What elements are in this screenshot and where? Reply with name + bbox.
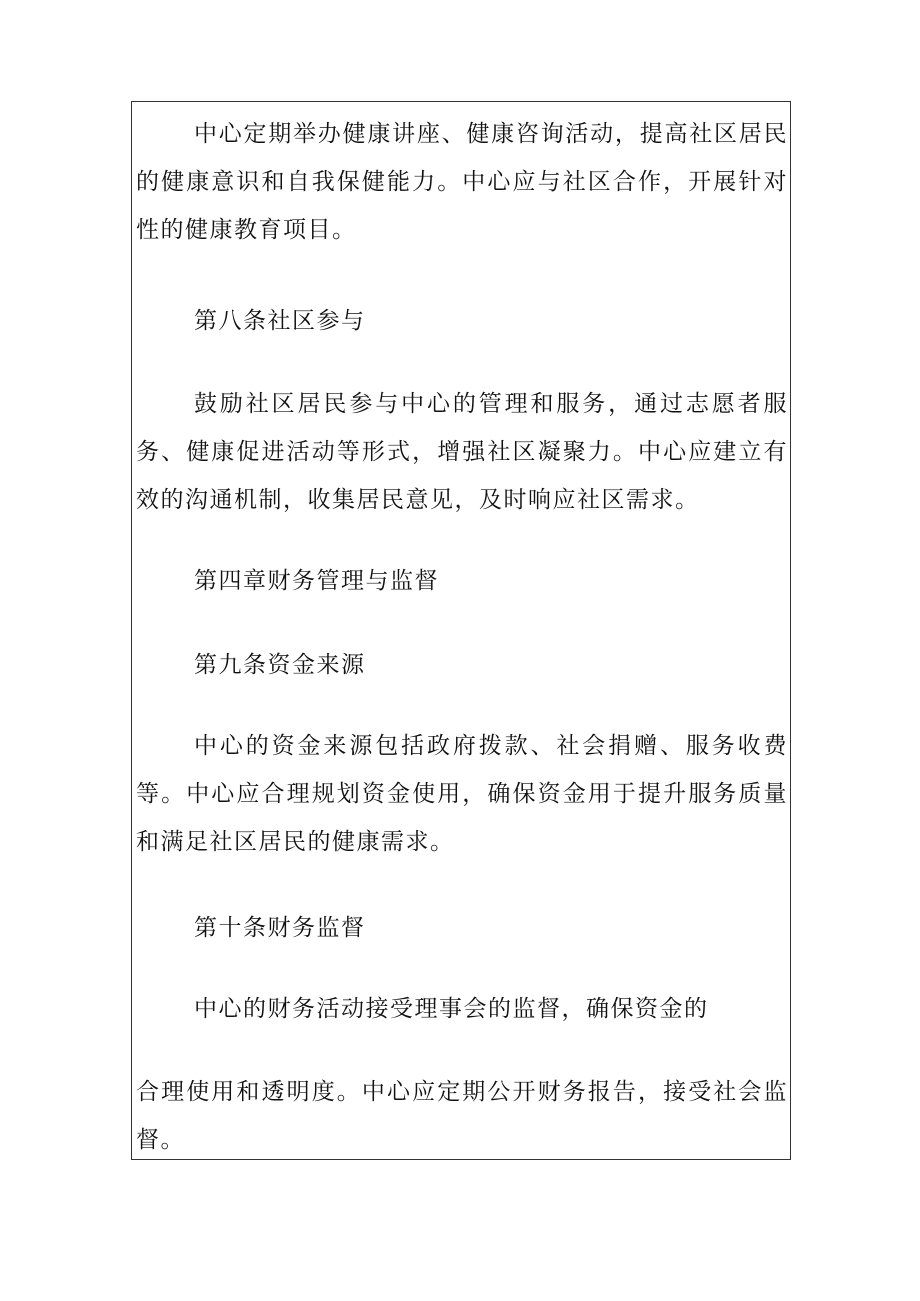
chapter-4-heading: 第四章财务管理与监督 bbox=[194, 568, 439, 594]
paragraph-funding-sources: 中心的资金来源包括政府拨款、社会捐赠、服务收费等。中心应合理规划资金使用，确保资金用于提升服务质量和满足社区居民的健康需求。 bbox=[136, 733, 788, 855]
paragraph-health-education: 中心定期举办健康讲座、健康咨询活动，提高社区居民的健康意识和自我保健能力。中心应与社区合作，开展针对性的健康教育项目。 bbox=[136, 121, 788, 243]
paragraph-supervision-line-2: 合理使用和透明度。中心应定期公开财务报告，接受社会监督。 bbox=[136, 1079, 788, 1153]
article-8-heading: 第八条社区参与 bbox=[194, 308, 366, 334]
article-9-heading: 第九条资金来源 bbox=[194, 652, 366, 678]
article-10-heading: 第十条财务监督 bbox=[194, 915, 366, 941]
paragraph-community-participation: 鼓励社区居民参与中心的管理和服务，通过志愿者服务、健康促进活动等形式，增强社区凝聚力。中心应建立有效的沟通机制，收集居民意见，及时响应社区需求。 bbox=[136, 391, 788, 513]
paragraph-supervision-line-1: 中心的财务活动接受理事会的监督，确保资金的 bbox=[194, 996, 709, 1022]
